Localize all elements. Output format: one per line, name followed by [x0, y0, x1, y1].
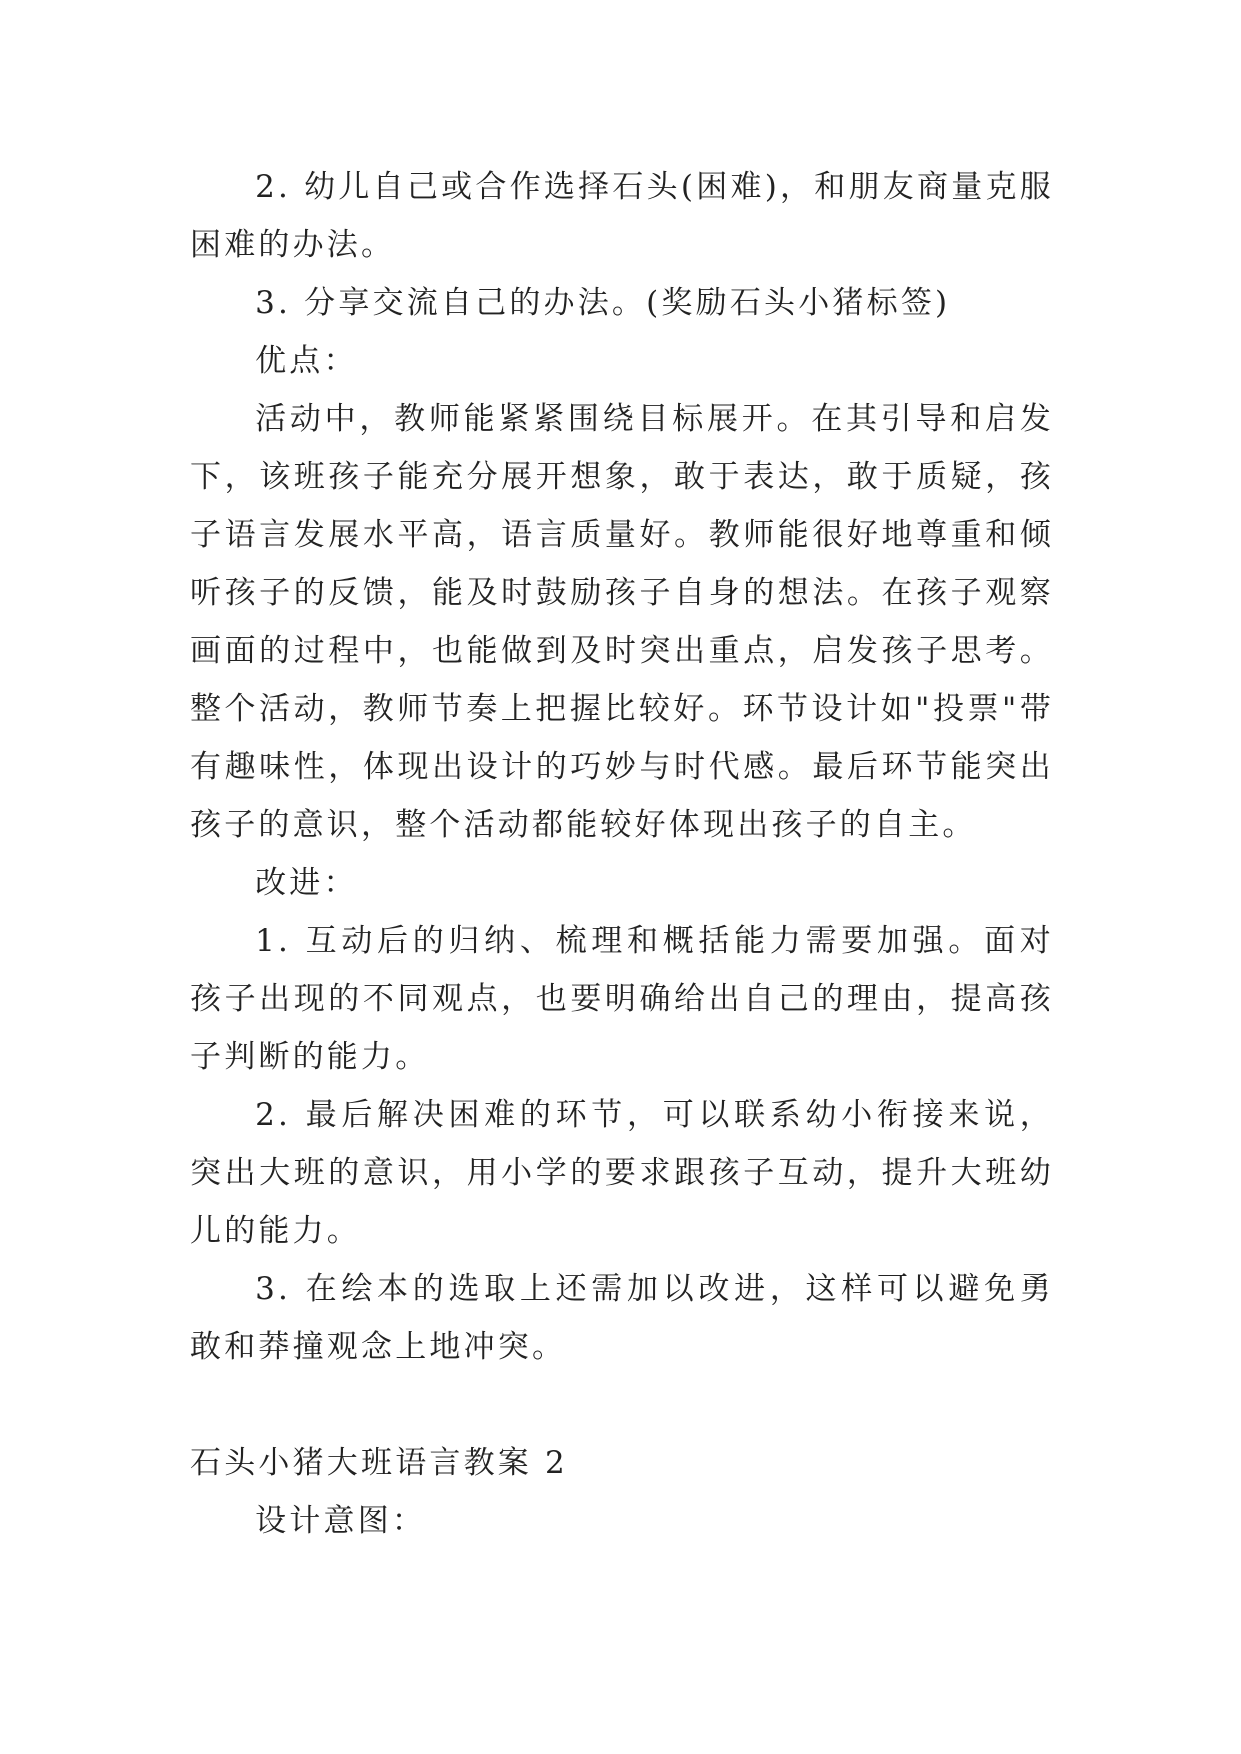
paragraph-improvement-3: 3. 在绘本的选取上还需加以改进，这样可以避免勇敢和莽撞观念上地冲突。 — [190, 1271, 1054, 1365]
paragraph-step-2: 2. 幼儿自己或合作选择石头(困难)，和朋友商量克服困难的办法。 — [190, 169, 1054, 263]
section-title: 石头小猪大班语言教案 2 — [190, 1445, 568, 1481]
paragraph-improvement-heading: 改进： — [255, 865, 358, 901]
paragraph-step-3: 3. 分享交流自己的办法。(奖励石头小猪标签) — [255, 285, 951, 321]
paragraph-strengths-heading: 优点： — [255, 343, 358, 379]
paragraph-strengths-body: 活动中，教师能紧紧围绕目标展开。在其引导和启发下，该班孩子能充分展开想象，敢于表达，敢于质疑，孩子语言发展水平高，语言质量好。教师能很好地尊重和倾听孩子的反馈，能及时鼓励孩子自身的想法。在孩子观察画面的过程中，也能做到及时突出重点，启发孩子思考。整个活动，教师节奏上把握比较好。环节设计如"投票"带有趣味性，体现出设计的巧妙与时代感。最后环节能突出孩子的意识，整个活动都能较好体现出孩子的自主。 — [190, 401, 1054, 843]
section-gap — [190, 1376, 1054, 1434]
paragraph-improvement-1: 1. 互动后的归纳、梳理和概括能力需要加强。面对孩子出现的不同观点，也要明确给出自己的理由，提高孩子判断的能力。 — [190, 923, 1054, 1075]
document-body — [190, 158, 1054, 1550]
paragraph-design-intent-heading: 设计意图： — [255, 1503, 427, 1539]
paragraph-improvement-2: 2. 最后解决困难的环节，可以联系幼小衔接来说，突出大班的意识，用小学的要求跟孩子互动，提升大班幼儿的能力。 — [190, 1097, 1054, 1249]
